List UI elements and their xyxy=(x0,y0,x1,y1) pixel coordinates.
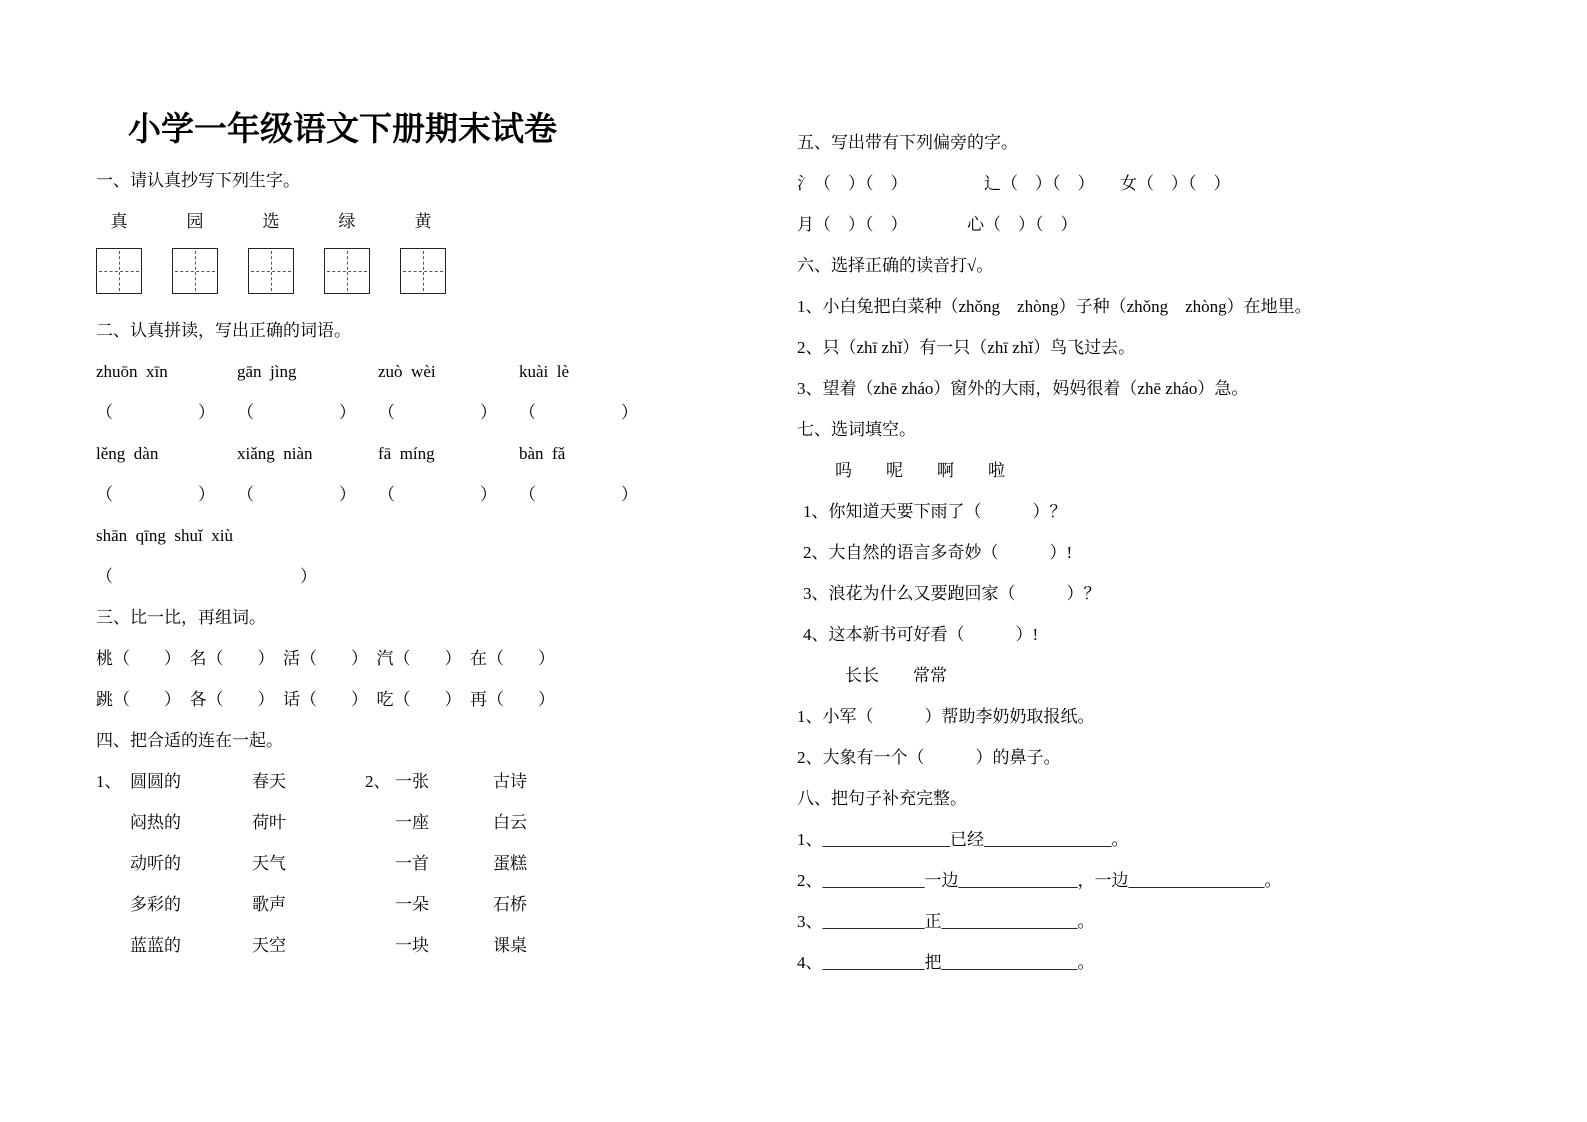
left-column xyxy=(96,106,736,966)
writing-grid-box xyxy=(324,248,370,294)
match-measure: 一块 xyxy=(395,936,429,955)
match-adjective: 蓝蓝的 xyxy=(130,936,181,955)
section6-heading: 六、选择正确的读音打√。 xyxy=(797,256,994,275)
answer-blanks-row xyxy=(96,392,736,433)
sentence-completion-item: 1、_______________已经_______________。 xyxy=(797,830,1129,849)
matching-exercise xyxy=(96,761,736,966)
answer-blank: （ ） xyxy=(519,403,638,422)
section8-heading: 八、把句子补充完整。 xyxy=(797,789,967,808)
match-measure: 一朵 xyxy=(395,895,429,914)
item-number xyxy=(96,802,130,843)
answer-blank: （ ） xyxy=(96,485,215,504)
writing-grid-box xyxy=(248,248,294,294)
item-number xyxy=(365,843,395,884)
item-number xyxy=(96,884,130,925)
match-adjective: 多彩的 xyxy=(130,895,181,914)
match-noun: 荷叶 xyxy=(252,813,286,832)
item-number: 2、 xyxy=(365,772,391,791)
fill-blank-item: 3、浪花为什么又要跑回家（ ）？ xyxy=(803,584,1101,603)
pronunciation-item: 1、小白兔把白菜种（zhǒng zhòng）子种（zhǒng zhòng）在地里。 xyxy=(797,297,1312,316)
match-noun: 天气 xyxy=(252,854,286,873)
radical-exercise-line: 氵（ ）（ ） 辶（ ）（ ） 女（ ）（ ） xyxy=(797,174,1231,193)
match-noun: 天空 xyxy=(252,936,286,955)
copy-character: 真 xyxy=(110,212,128,231)
fill-blank-item: 1、你知道天要下雨了（ ）？ xyxy=(803,502,1067,521)
pronunciation-item: 3、望着（zhē zháo）窗外的大雨，妈妈很着（zhē zháo）急。 xyxy=(797,379,1249,398)
answer-blank: （ ） xyxy=(237,403,356,422)
match-measure: 一座 xyxy=(395,813,429,832)
pinyin-row xyxy=(96,351,736,392)
copy-character: 园 xyxy=(186,212,204,231)
match-measure: 一首 xyxy=(395,854,429,873)
word-building-line: 跳（ ） 各（ ） 话（ ） 吃（ ） 再（ ） xyxy=(96,690,555,709)
item-number xyxy=(365,802,395,843)
answer-blanks-row xyxy=(96,474,736,515)
radical-exercise-line: 月（ ）（ ） 心（ ）（ ） xyxy=(797,215,1078,234)
section3-heading: 三、比一比，再组词。 xyxy=(96,608,266,627)
match-object: 古诗 xyxy=(493,772,527,791)
pinyin-word: lěng dàn xyxy=(96,444,159,463)
word-bank: 长长 常常 xyxy=(845,666,947,685)
match-adjective: 闷热的 xyxy=(130,813,181,832)
match-adjective: 圆圆的 xyxy=(130,772,181,791)
copy-character: 选 xyxy=(262,212,280,231)
pinyin-word: xiǎng niàn xyxy=(237,444,313,463)
pinyin-word: zhuōn xīn xyxy=(96,362,168,381)
writing-grid-box xyxy=(96,248,142,294)
section1-heading: 一、请认真抄写下列生字。 xyxy=(96,171,300,190)
match-adjective: 动听的 xyxy=(130,854,181,873)
word-building-line: 桃（ ） 名（ ） 活（ ） 汽（ ） 在（ ） xyxy=(96,649,555,668)
match-object: 石桥 xyxy=(493,895,527,914)
item-number: 1、 xyxy=(96,772,122,791)
pinyin-word: zuò wèi xyxy=(378,362,436,381)
sentence-completion-item: 2、____________一边______________，一边________________。 xyxy=(797,871,1282,890)
pinyin-word: kuài lè xyxy=(519,362,570,381)
sentence-completion-item: 4、____________把________________。 xyxy=(797,953,1095,972)
copy-character: 黄 xyxy=(414,212,432,231)
pinyin-word: bàn fǎ xyxy=(519,444,566,463)
writing-grid-box xyxy=(172,248,218,294)
fill-blank-item: 4、这本新书可好看（ ）! xyxy=(803,625,1039,644)
writing-grid-box xyxy=(400,248,446,294)
writing-grids-row xyxy=(96,248,736,294)
item-number xyxy=(365,884,395,925)
section2-heading: 二、认真拼读，写出正确的词语。 xyxy=(96,321,351,340)
fill-blank-item: 2、大象有一个（ ）的鼻子。 xyxy=(797,748,1061,767)
pinyin-word: gān jìng xyxy=(237,362,297,381)
pronunciation-item: 2、只（zhī zhǐ）有一只（zhī zhǐ）鸟飞过去。 xyxy=(797,338,1136,357)
match-noun: 歌声 xyxy=(252,895,286,914)
match-measure: 一张 xyxy=(395,772,429,791)
answer-blank: （ ） xyxy=(237,485,356,504)
section7-heading: 七、选词填空。 xyxy=(797,420,916,439)
page-title: 小学一年级语文下册期末试卷 xyxy=(128,112,557,148)
copy-characters-row xyxy=(96,201,736,242)
answer-blank: （ ） xyxy=(378,485,497,504)
item-number xyxy=(96,843,130,884)
fill-blank-item: 2、大自然的语言多奇妙（ ）! xyxy=(803,543,1073,562)
pinyin-word: fā míng xyxy=(378,444,435,463)
pinyin-word: shān qīng shuǐ xiù xyxy=(96,526,233,545)
answer-blank: （ ） xyxy=(378,403,497,422)
item-number xyxy=(365,925,395,966)
right-column xyxy=(797,122,1527,983)
answer-blank: （ ） xyxy=(519,485,638,504)
sentence-completion-item: 3、____________正________________。 xyxy=(797,912,1095,931)
match-noun: 春天 xyxy=(252,772,286,791)
match-object: 蛋糕 xyxy=(493,854,527,873)
answer-blank: （ ） xyxy=(96,567,317,586)
answer-blank: （ ） xyxy=(96,403,215,422)
section4-heading: 四、把合适的连在一起。 xyxy=(96,731,283,750)
match-object: 白云 xyxy=(493,813,527,832)
item-number xyxy=(96,925,130,966)
word-bank: 吗 呢 啊 啦 xyxy=(835,461,1005,480)
section5-heading: 五、写出带有下列偏旁的字。 xyxy=(797,133,1018,152)
fill-blank-item: 1、小军（ ）帮助李奶奶取报纸。 xyxy=(797,707,1095,726)
pinyin-row xyxy=(96,433,736,474)
match-object: 课桌 xyxy=(493,936,527,955)
copy-character: 绿 xyxy=(338,212,356,231)
